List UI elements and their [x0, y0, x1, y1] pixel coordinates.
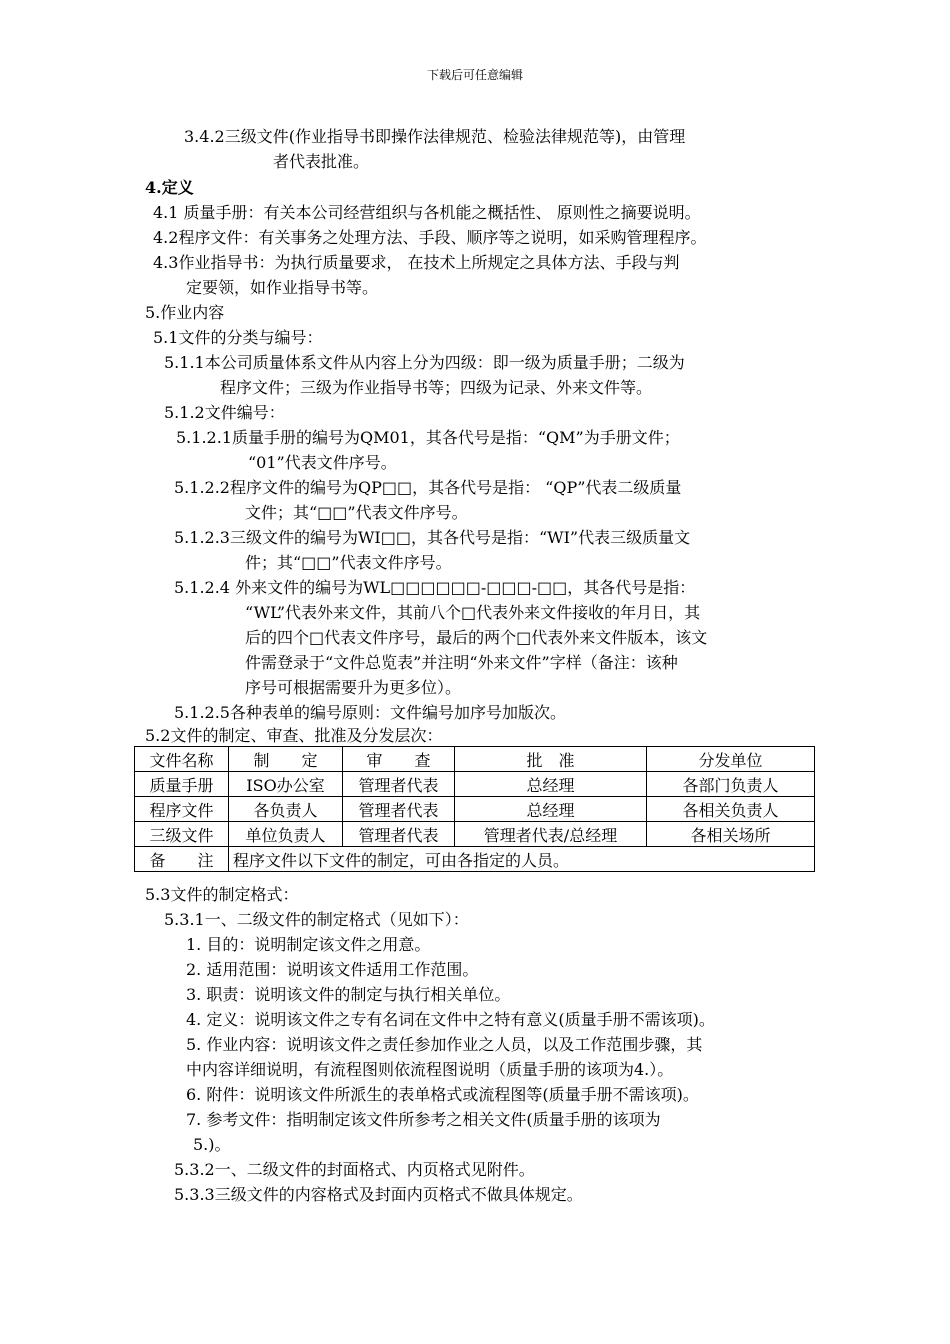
section-4-title: 4.定义: [145, 178, 194, 197]
clause-5-3: 5.3文件的制定格式：: [145, 885, 299, 904]
clause-5-1-2-4-line1: 5.1.2.4 外来文件的编号为WL□□□□□□-□□□-□□，其各代号是指：: [174, 578, 696, 597]
format-item-3: 3. 职责：说明该文件的制定与执行相关单位。: [186, 985, 511, 1004]
def-4-1: 4.1 质量手册：有关本公司经营组织与各机能之概括性、 原则性之摘要说明。: [153, 203, 701, 222]
clause-5-3-3: 5.3.3三级文件的内容格式及封面内页格式不做具体规定。: [174, 1185, 583, 1204]
table-row: [135, 822, 815, 847]
table-cell: 各负责人: [229, 797, 343, 822]
clause-5-1-2-1-line1: 5.1.2.1质量手册的编号为QM01，其各代号是指：“QM”为手册文件；: [176, 428, 680, 447]
format-item-1: 1. 目的：说明制定该文件之用意。: [186, 935, 431, 954]
clause-5-1-2-4-line3: 后的四个□代表文件序号，最后的两个□代表外来文件版本，该文: [245, 628, 708, 647]
table-cell: 各部门负责人: [647, 772, 815, 797]
table-cell: 各相关场所: [647, 822, 815, 847]
table-note-label: 备 注: [135, 847, 229, 872]
table-row: [135, 797, 815, 822]
table-cell: 单位负责人: [229, 822, 343, 847]
table-cell: 总经理: [455, 797, 647, 822]
table-cell: 各相关负责人: [647, 797, 815, 822]
table-header-row: [135, 747, 815, 772]
format-item-2: 2. 适用范围：说明该文件适用工作范围。: [186, 960, 479, 979]
format-item-7-line1: 7. 参考文件：指明制定该文件所参考之相关文件(质量手册的该项为: [186, 1110, 661, 1129]
table-header-cell: 制 定: [229, 747, 343, 772]
clause-5-1-2-5: 5.1.2.5各种表单的编号原则：文件编号加序号加版次。: [174, 703, 566, 722]
section-5-title: 5.作业内容: [145, 303, 225, 322]
clause-5-1-2: 5.1.2文件编号：: [164, 403, 285, 422]
table-row: [135, 772, 815, 797]
clause-5-2: 5.2文件的制定、审查、批准及分发层次：: [145, 726, 443, 745]
clause-5-3-1: 5.3.1一、二级文件的制定格式（见如下）：: [164, 910, 469, 929]
table-header-cell: 批 准: [455, 747, 647, 772]
table-note-row: [135, 847, 815, 872]
page-header: 下载后可任意编辑: [426, 68, 523, 82]
table-cell: 管理者代表: [343, 822, 455, 847]
clause-5-1-2-2-line1: 5.1.2.2程序文件的编号为QP□□，其各代号是指： “QP”代表二级质量: [174, 478, 682, 497]
format-item-5-line1: 5. 作业内容：说明该文件之责任参加作业之人员，以及工作范围步骤，其: [186, 1035, 703, 1054]
clause-5-1-1-line2: 程序文件；三级为作业指导书等；四级为记录、外来文件等。: [220, 378, 653, 397]
format-item-7-line2: 5.)。: [193, 1135, 231, 1154]
table-cell: 管理者代表: [343, 772, 455, 797]
table-header-cell: 文件名称: [135, 747, 229, 772]
clause-5-1-2-4-line4: 件需登录于“文件总览表”并注明“外来文件”字样（备注：该种: [245, 653, 678, 672]
table-cell: 程序文件: [135, 797, 229, 822]
table-cell: 管理者代表: [343, 797, 455, 822]
clause-5-1-2-2-line2: 文件；其“□□”代表文件序号。: [245, 503, 468, 522]
format-item-4: 4. 定义：说明该文件之专有名词在文件中之特有意义(质量手册不需该项)。: [186, 1010, 715, 1029]
clause-5-1-1-line1: 5.1.1本公司质量体系文件从内容上分为四级：即一级为质量手册；二级为: [164, 353, 685, 372]
clause-5-1: 5.1文件的分类与编号：: [153, 328, 323, 347]
clause-3-4-2-line1: 3.4.2三级文件(作业指导书即操作法律规范、检验法律规范等)，由管理: [184, 127, 686, 146]
distribution-table: [134, 746, 815, 872]
clause-5-1-2-4-line5: 序号可根据需要升为更多位）。: [245, 678, 462, 697]
format-item-5-line2: 中内容详细说明，有流程图则依流程图说明（质量手册的该项为4.）。: [186, 1060, 674, 1079]
clause-5-1-2-3-line1: 5.1.2.3三级文件的编号为WI□□，其各代号是指：“WI”代表三级质量文: [174, 528, 691, 547]
table-header-cell: 审 查: [343, 747, 455, 772]
clause-5-1-2-3-line2: 件；其“□□”代表文件序号。: [245, 553, 452, 572]
clause-5-1-2-4-line2: “WL”代表外来文件，其前八个□代表外来文件接收的年月日，其: [245, 603, 701, 622]
table-cell: 总经理: [455, 772, 647, 797]
def-4-3-line1: 4.3作业指导书：为执行质量要求， 在技术上所规定之具体方法、手段与判: [153, 253, 680, 272]
table-cell: 三级文件: [135, 822, 229, 847]
format-item-6: 6. 附件：说明该文件所派生的表单格式或流程图等(质量手册不需该项)。: [186, 1085, 699, 1104]
clause-3-4-2-line2: 者代表批准。: [273, 152, 370, 171]
table-cell: 管理者代表/总经理: [455, 822, 647, 847]
table-note-text: 程序文件以下文件的制定，可由各指定的人员。: [229, 847, 815, 872]
clause-5-3-2: 5.3.2一、二级文件的封面格式、内页格式见附件。: [174, 1160, 535, 1179]
def-4-3-line2: 定要领，如作业指导书等。: [186, 278, 379, 297]
table-header-cell: 分发单位: [647, 747, 815, 772]
table-cell: ISO办公室: [229, 772, 343, 797]
table-cell: 质量手册: [135, 772, 229, 797]
def-4-2: 4.2程序文件：有关事务之处理方法、手段、顺序等之说明，如采购管理程序。: [153, 228, 707, 247]
clause-5-1-2-1-line2: “01”代表文件序号。: [248, 453, 397, 472]
